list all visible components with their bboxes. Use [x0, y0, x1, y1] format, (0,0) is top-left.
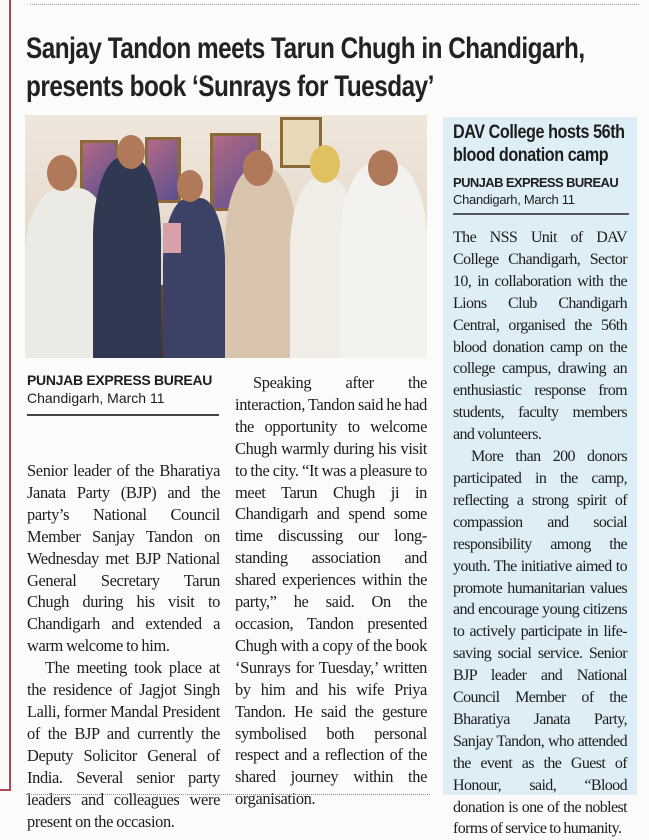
- sidebar-column: [453, 227, 627, 840]
- person: [163, 198, 225, 358]
- person: [340, 163, 427, 358]
- dateline: Chandigarh, March 11: [453, 192, 575, 207]
- person-turban: [310, 145, 340, 183]
- byline-rule: [27, 414, 219, 416]
- page-border-rule-foot: [0, 789, 11, 791]
- sidebar-article: [443, 117, 637, 838]
- article-photo: [25, 115, 427, 358]
- main-column-1: [27, 460, 220, 832]
- paragraph: Senior leader of the Bharatiya Janata Party (BJP) and the party’s National Council Member Sanjay Tandon on Wednesday met BJP National General Secretary Tarun Chugh during his visit to Chandigarh and extended a warm welcome to him.: [27, 461, 220, 656]
- person-head: [177, 170, 203, 202]
- paragraph: Speaking after the interaction, Tandon said he had the opportunity to welcome Chugh warmly during his visit to the city. “It was a pleasure to meet Tarun Chugh ji in Chandigarh and spend some time discussing our long-standing association and shared experiences within the party,” he said. On the occasion, Tandon presented Chugh with a copy of the book ‘Sunrays for Tuesday,’ written by him and his wife Priya Tandon. He said the gesture symbolised both personal respect and a reflection of the shared journey within the organisation.: [235, 373, 427, 809]
- sidebar-byline-block: [453, 175, 629, 215]
- person: [225, 168, 297, 358]
- bottom-divider: [26, 794, 430, 795]
- main-headline: Sanjay Tandon meets Tarun Chugh in Chandigarh, presents book ‘Sunrays for Tuesday’: [26, 32, 585, 103]
- paragraph: The meeting took place at the residence of Jagjot Singh Lalli, former Mandal President of the BJP and currently the Deputy Solicitor General of India. Several senior party leaders and colleagues were present on the occasion.: [27, 658, 220, 831]
- main-column-2: [235, 372, 427, 810]
- person-head: [243, 150, 273, 186]
- page-border-rule: [9, 0, 11, 790]
- paragraph: The NSS Unit of DAV College Chandigarh, Sector 10, in collaboration with the Lions Club Chandigarh Central, organised the 56th blood donation camp on the college campus, drawing an enthusiastic response from students, faculty members and volunteers.: [453, 229, 627, 444]
- book: [163, 223, 181, 253]
- person-head: [117, 135, 145, 169]
- top-divider: [30, 4, 639, 5]
- main-byline-block: [27, 372, 219, 416]
- dateline: Chandigarh, March 11: [27, 390, 165, 406]
- byline: PUNJAB EXPRESS BUREAU: [27, 372, 213, 388]
- byline-rule: [453, 213, 629, 215]
- paragraph: More than 200 donors participated in the camp, reflecting a strong spirit of compassion and social responsibility among the youth. The initiative aimed to promote humanitarian values and encourage young citizens to actively participate in life-saving social service. Senior BJP leader and National Council Member of the Bharatiya Janata Party, Sanjay Tandon, who attended the event as the Guest of Honour, said, “Blood donation is one of the noblest forms of service to humanity.: [453, 448, 627, 838]
- sidebar-headline: DAV College hosts 56th blood donation camp: [453, 122, 625, 166]
- person-head: [47, 155, 77, 191]
- byline: PUNJAB EXPRESS BUREAU: [453, 175, 619, 190]
- person: [93, 158, 161, 358]
- person-head: [368, 150, 398, 186]
